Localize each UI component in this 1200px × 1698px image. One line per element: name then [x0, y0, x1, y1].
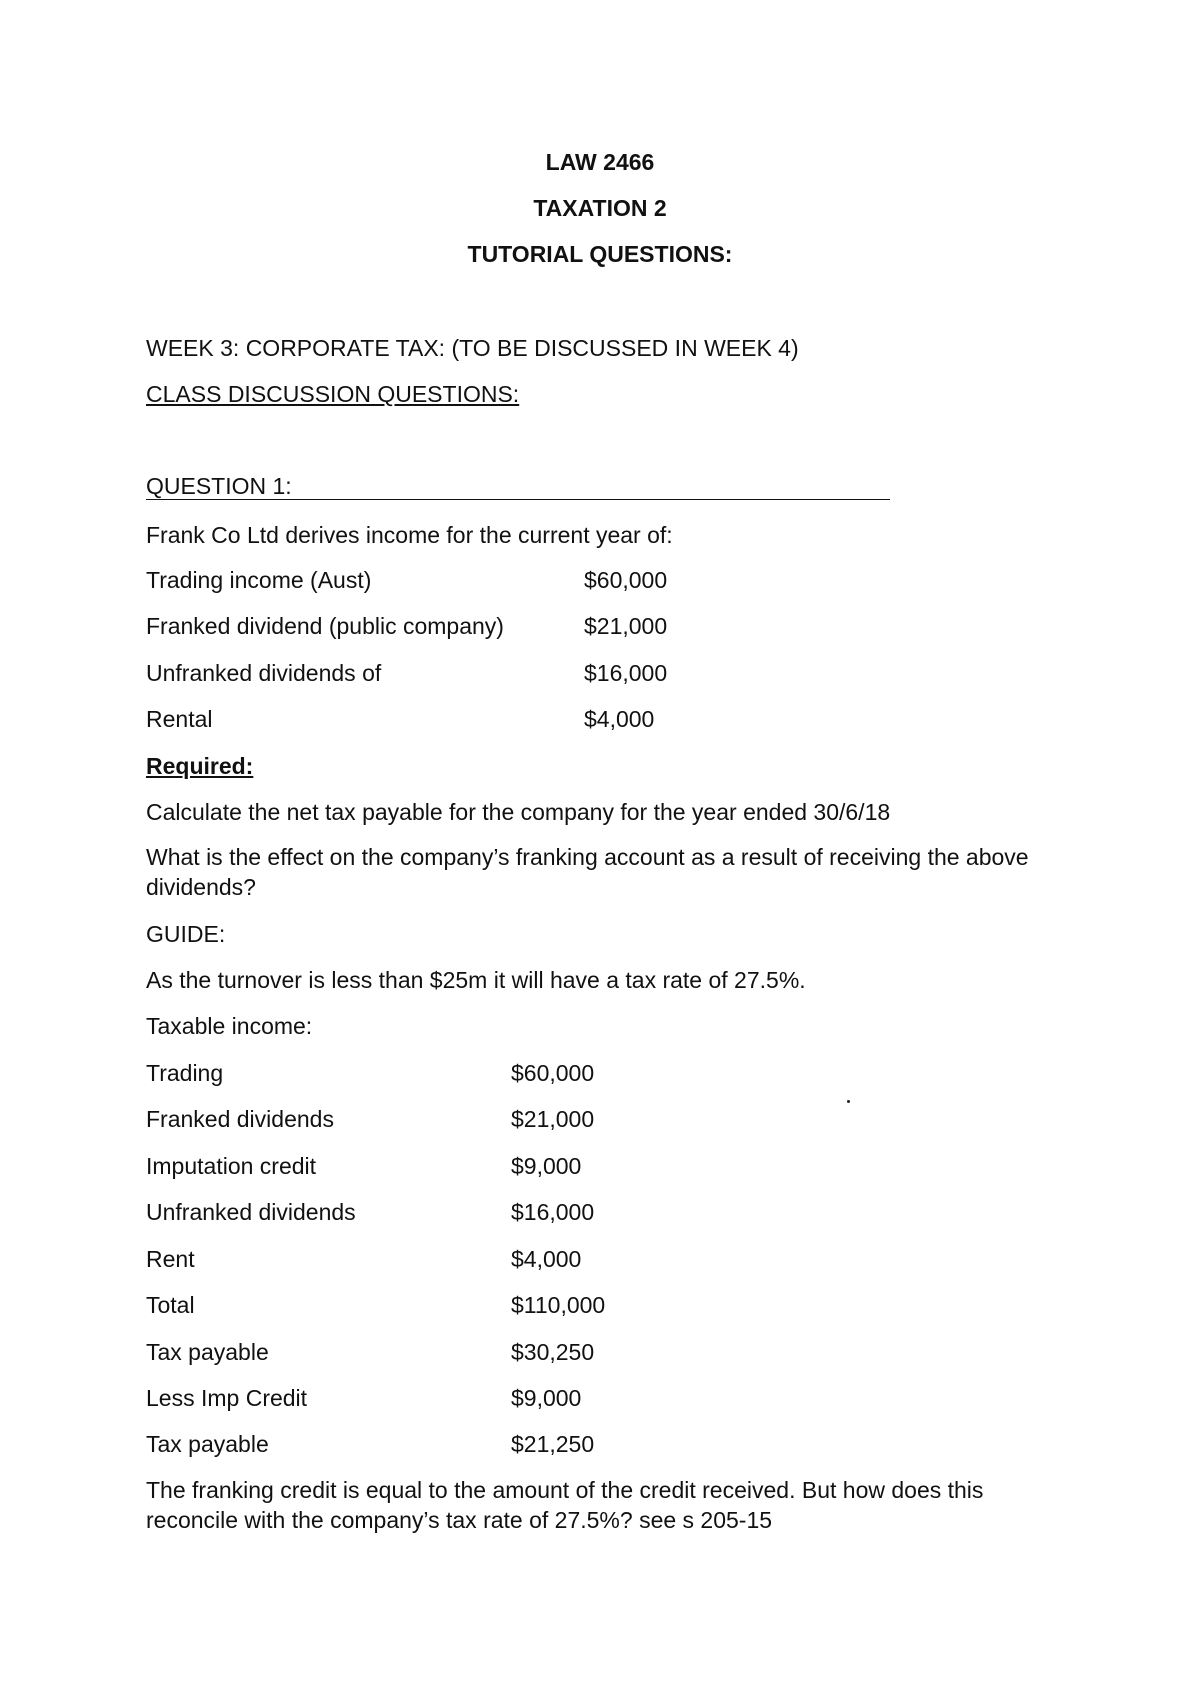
- taxable-value: $60,000: [511, 1060, 595, 1086]
- taxable-value: $21,250: [511, 1431, 595, 1457]
- taxable-label: Imputation credit: [146, 1153, 317, 1179]
- taxable-value: $4,000: [511, 1246, 582, 1272]
- class-discussion-heading: CLASS DISCUSSION QUESTIONS:: [146, 381, 520, 407]
- taxable-value: $21,000: [511, 1106, 595, 1132]
- income-value: $16,000: [584, 660, 668, 686]
- income-value: $60,000: [584, 567, 668, 593]
- taxable-label: Tax payable: [146, 1431, 269, 1457]
- course-name: TAXATION 2: [533, 195, 667, 221]
- taxable-value: $16,000: [511, 1199, 595, 1225]
- question-intro: Frank Co Ltd derives income for the current year of:: [146, 522, 673, 548]
- income-label: Unfranked dividends of: [146, 660, 382, 686]
- taxable-value: $9,000: [511, 1385, 582, 1411]
- income-label: Rental: [146, 706, 213, 732]
- week-heading: WEEK 3: CORPORATE TAX: (TO BE DISCUSSED IN WEEK 4): [146, 335, 799, 361]
- income-value: $21,000: [584, 613, 668, 639]
- taxable-value: $30,250: [511, 1339, 595, 1365]
- taxable-label: Trading: [146, 1060, 224, 1086]
- taxable-value: $9,000: [511, 1153, 582, 1179]
- taxable-value: $110,000: [511, 1292, 606, 1318]
- course-code: LAW 2466: [545, 149, 655, 175]
- taxable-label: Total: [146, 1292, 195, 1318]
- taxable-label: Less Imp Credit: [146, 1385, 308, 1411]
- taxable-label: Rent: [146, 1246, 195, 1272]
- taxable-income-label: Taxable income:: [146, 1013, 313, 1039]
- taxable-label: Unfranked dividends: [146, 1199, 356, 1225]
- income-value: $4,000: [584, 706, 655, 732]
- question-title: QUESTION 1:: [146, 473, 890, 500]
- income-label: Franked dividend (public company): [146, 613, 504, 639]
- required-item-2: What is the effect on the company’s franking account as a result of receiving the above dividends?: [146, 844, 1029, 900]
- document-type: TUTORIAL QUESTIONS:: [467, 241, 733, 267]
- guide-label: GUIDE:: [146, 921, 226, 947]
- stray-mark: [847, 1100, 850, 1103]
- required-label: Required:: [146, 753, 254, 779]
- guide-text: As the turnover is less than $25m it will have a tax rate of 27.5%.: [146, 967, 806, 993]
- required-item-1: Calculate the net tax payable for the company for the year ended 30/6/18: [146, 799, 891, 825]
- taxable-label: Franked dividends: [146, 1106, 334, 1132]
- taxable-label: Tax payable: [146, 1339, 269, 1365]
- closing-paragraph: The franking credit is equal to the amount of the credit received. But how does this reconcile with the company’s tax rate of 27.5%? see s 205-15: [146, 1477, 984, 1533]
- income-label: Trading income (Aust): [146, 567, 372, 593]
